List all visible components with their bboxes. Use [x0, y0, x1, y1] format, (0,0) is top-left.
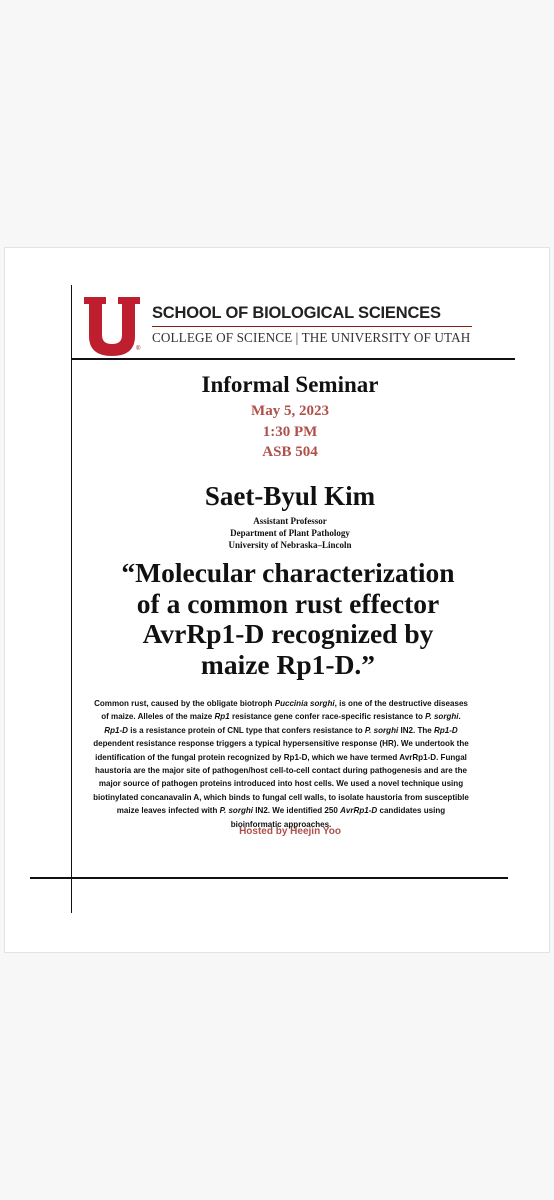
abstract-text: Common rust, caused by the obligate biotroph	[94, 699, 275, 708]
logo-divider	[152, 326, 472, 327]
abstract-text: is a resistance protein of CNL type that confers resistance to	[127, 725, 365, 735]
talk-title-line: of a common rust effector	[136, 587, 440, 619]
college-name: COLLEGE OF SCIENCE | THE UNIVERSITY OF UTAH	[152, 330, 471, 345]
speaker-name: Saet-Byul Kim	[204, 481, 376, 511]
speaker-department: Department of Plant Pathology	[230, 528, 350, 538]
abstract-italic: Puccinia sorghi	[274, 699, 335, 708]
abstract-text: dependent resistance response triggers a typical hypersensitive response (HR). We undertook the identification of the fungal protein recognized by Rp1-D, which we have termed AvrRp1-D. Fungal haustoria are the major site of pathogen/host cell-to-cell contact during pathogenesis and are the major source of pathogen proteins introduced into host cells. We used a novel technique using biotinylated concanavalin A, which binds to fungal cell walls, to isolate haustoria from susceptible maize leaves infected with	[93, 739, 469, 816]
abstract-text: candidates using bioinformatic approaches.	[230, 806, 446, 829]
abstract-italic: P. sorghi	[425, 712, 459, 722]
event-type: Informal Seminar	[201, 372, 379, 397]
event-room: ASB 504	[262, 444, 318, 460]
registered-mark: ®	[136, 346, 141, 352]
talk-title	[40, 558, 536, 680]
host-line: Hosted by Heejin Yoo	[239, 826, 341, 837]
abstract-italic: P. sorghi	[364, 725, 399, 735]
event-date: May 5, 2023	[251, 403, 329, 419]
abstract-italic: P. sorghi	[219, 806, 254, 816]
talk-title-line: “Molecular characterization	[121, 557, 455, 588]
abstract-text: IN2. The	[398, 725, 435, 735]
abstract-text: .	[458, 712, 461, 722]
school-name: SCHOOL OF BIOLOGICAL SCIENCES	[152, 304, 441, 322]
talk-title-line: maize Rp1-D.”	[200, 648, 376, 680]
abstract-italic: AvrRp1-D	[340, 806, 378, 816]
speaker-title: Assistant Professor	[253, 516, 327, 526]
event-time: 1:30 PM	[262, 424, 318, 440]
abstract	[92, 697, 470, 831]
abstract-text: resistance gene confer race-specific resistance to	[229, 712, 426, 722]
abstract-italic: Rp1-D	[434, 725, 458, 735]
abstract-text: IN2. We identified 250	[253, 806, 341, 816]
abstract-italic: Rp1-D	[104, 725, 128, 735]
abstract-italic: Rp1	[214, 712, 230, 722]
speaker-university: University of Nebraska–Lincoln	[228, 540, 352, 550]
talk-title-line: AvrRp1-D recognized by	[142, 618, 434, 649]
svg-text:U: U	[111, 333, 113, 334]
bottom-rule	[30, 877, 508, 879]
top-rule	[71, 358, 515, 360]
abstract-text: , is one of the destructive diseases of maize. Alleles of the maize	[101, 699, 468, 722]
university-of-utah-u-logo	[84, 297, 140, 356]
